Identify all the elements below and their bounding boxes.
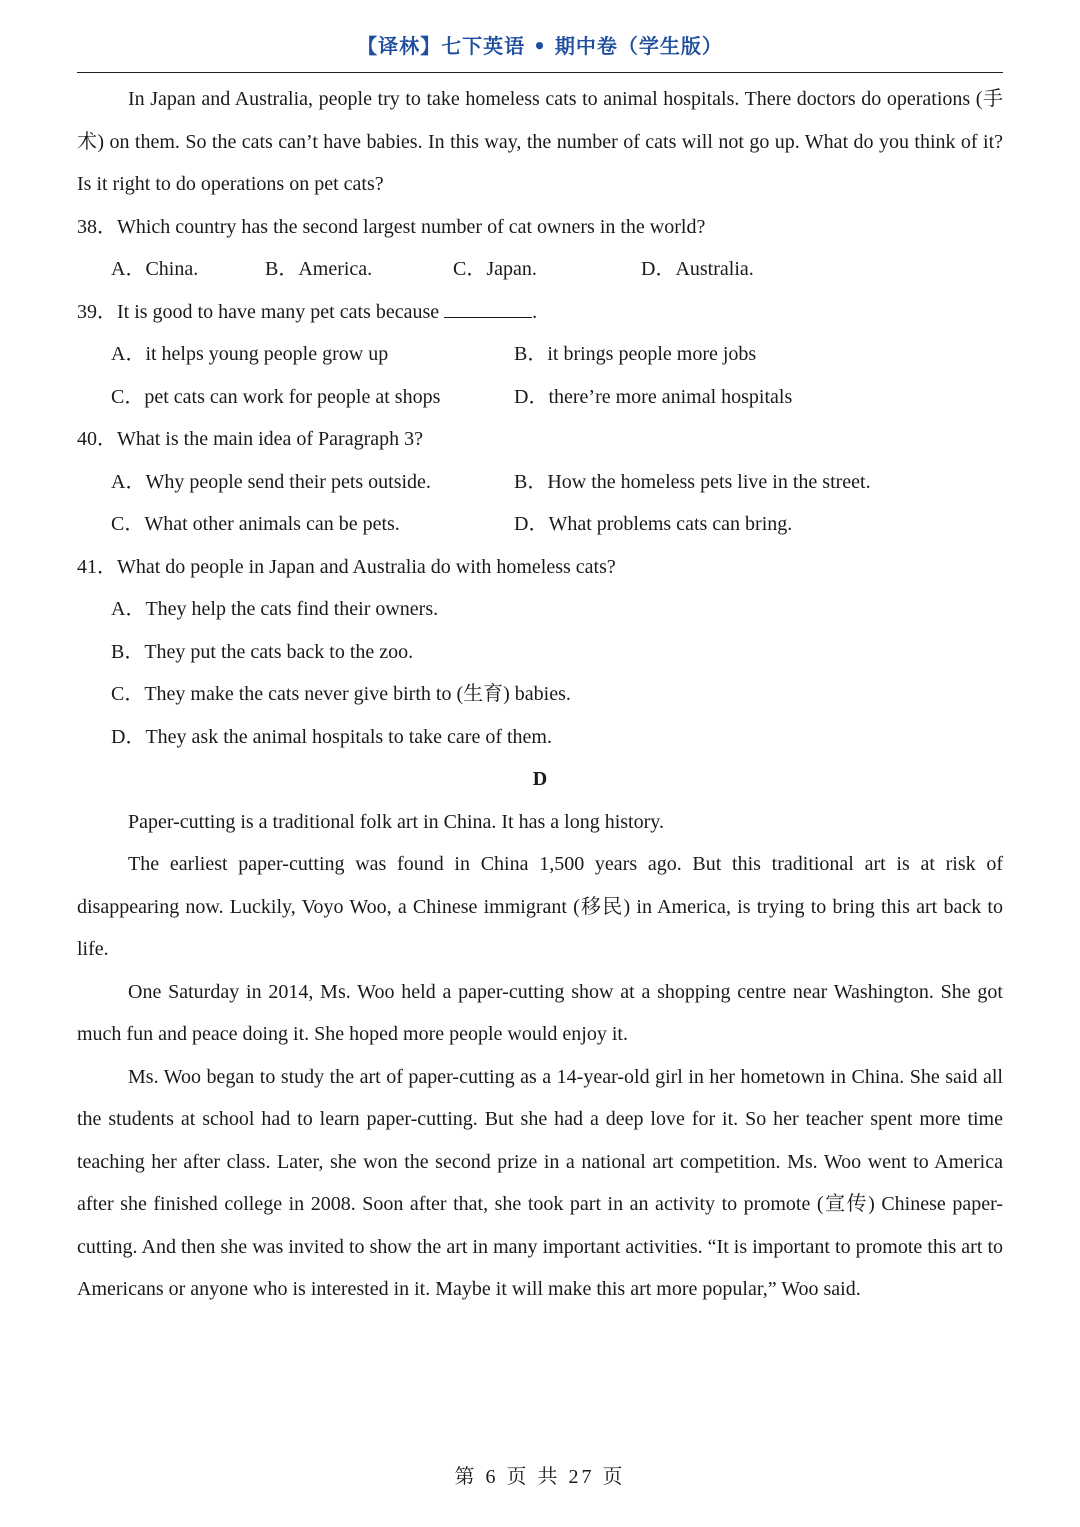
passage-paragraph: One Saturday in 2014, Ms. Woo held a paper-cutting show at a shopping centre near Washington. She got much fun and peace doing it. She hoped more people would enjoy it. — [77, 980, 1003, 1045]
passage-paragraph: Paper-cutting is a traditional folk art in China. It has a long history. — [128, 810, 664, 833]
option-b: B．How the homeless pets live in the street. — [514, 470, 871, 493]
option-b: B．America. — [265, 258, 373, 280]
option-d: D．What problems cats can bring. — [514, 513, 793, 535]
option-a: A．Why people send their pets outside. — [111, 470, 431, 493]
option-c: C．They make the cats never give birth to (生育) babies. — [111, 683, 571, 705]
page-content — [77, 78, 1003, 1311]
option-d: D．Australia. — [641, 258, 754, 280]
question-40-options-row-2 — [77, 503, 1003, 546]
question-39-stem: 39．It is good to have many pet cats because — [77, 300, 445, 323]
question-39-options-row-2 — [77, 376, 1003, 419]
question-41: 41．What do people in Japan and Australia do with homeless cats? — [77, 555, 616, 578]
option-c: C．What other animals can be pets. — [111, 513, 400, 535]
header-divider — [77, 72, 1003, 73]
section-heading: D — [532, 768, 548, 790]
question-39-options-row-1 — [77, 333, 1003, 376]
option-a: A．it helps young people grow up — [111, 343, 389, 365]
option-a: A．They help the cats find their owners. — [111, 598, 439, 620]
page-number: 第 6 页 共 27 页 — [454, 1466, 626, 1488]
answer-blank — [444, 301, 532, 318]
question-38-options — [77, 248, 1003, 291]
question-38: 38．Which country has the second largest number of cat owners in the world? — [77, 215, 706, 238]
option-d: D．They ask the animal hospitals to take care of them. — [111, 725, 552, 748]
option-c: C．Japan. — [453, 258, 537, 280]
passage-paragraph: Ms. Woo began to study the art of paper-cutting as a 14-year-old girl in her hometown in China. She said all the students at school had to learn paper-cutting. But she had a deep love for it. So her teacher spent more time teaching her after class. Later, she won the second prize in a national art competition. Ms. Woo went to America after she finished college in 2008. Soon after that, she took part in an activity to promote (宣传) Chinese paper-cutting. And then she was invited to show the art in many important activities. “It is important to promote this art to Americans or anyone who is interested in it. Maybe it will make this art more popular,” Woo said. — [77, 1065, 1003, 1300]
option-d: D．there’re more animal hospitals — [514, 385, 793, 408]
question-39-stem-end: . — [532, 300, 538, 323]
question-39 — [77, 291, 1003, 334]
option-b: B．it brings people more jobs — [514, 343, 757, 365]
question-40: 40．What is the main idea of Paragraph 3? — [77, 428, 423, 450]
option-b: B．They put the cats back to the zoo. — [111, 640, 414, 663]
option-c: C．pet cats can work for people at shops — [111, 385, 441, 408]
passage-paragraph: The earliest paper-cutting was found in China 1,500 years ago. But this traditional art is at risk of disappearing now. Luckily, Voyo Woo, a Chinese immigrant (移民) in America, is trying to bring this art back to life. — [77, 853, 1003, 960]
document-header: 【译林】七下英语 • 期中卷（学生版） — [357, 34, 723, 58]
question-40-options-row-1 — [77, 461, 1003, 504]
option-a: A．China. — [111, 258, 199, 280]
passage-paragraph: In Japan and Australia, people try to take homeless cats to animal hospitals. There doctors do operations (手术) on them. So the cats can’t have babies. In this way, the number of cats will not go up. What do you think of it? Is it right to do operations on pet cats? — [77, 88, 1003, 195]
